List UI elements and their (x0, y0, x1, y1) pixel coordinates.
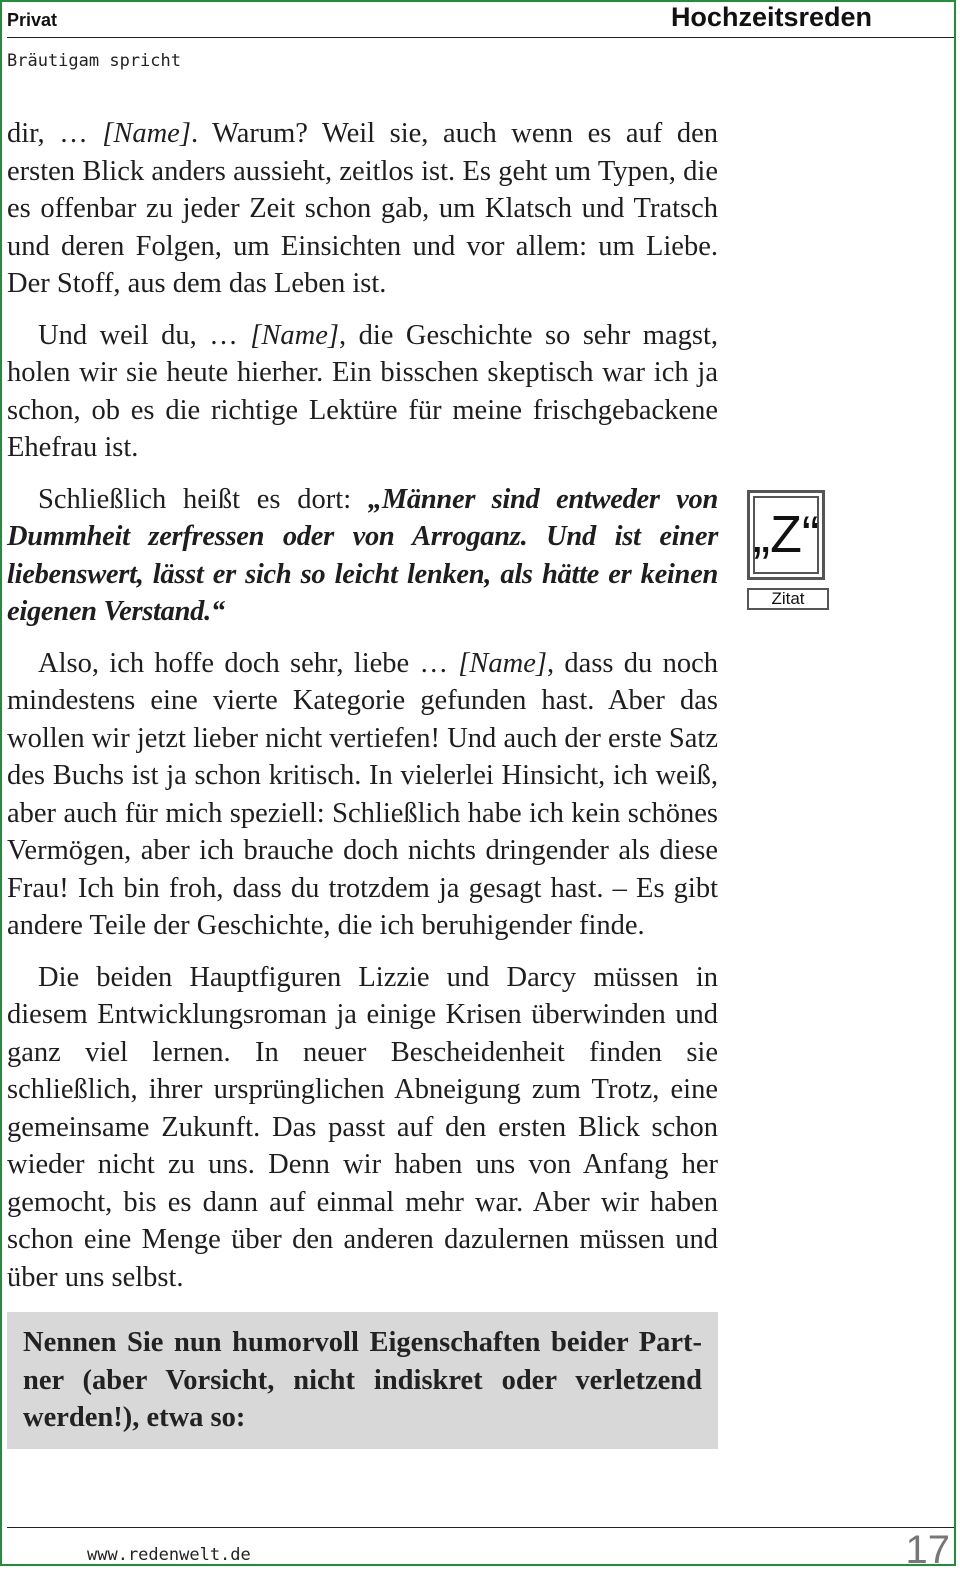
footer-url: www.redenwelt.de (87, 1545, 251, 1565)
name-placeholder: [Name] (250, 319, 339, 351)
paragraph-text: dir, … (7, 118, 103, 149)
paragraph-1 (7, 115, 718, 303)
paragraph-2 (7, 317, 718, 467)
paragraph-3 (7, 481, 718, 631)
name-placeholder: [Name] (102, 118, 191, 149)
paragraph-text: Und weil du, … (38, 319, 251, 351)
body-text (7, 115, 718, 1449)
footer-rule (7, 1527, 954, 1528)
header-rule (7, 37, 954, 38)
page-number: 17 (905, 1528, 950, 1572)
paragraph-text: Also, ich hoffe doch sehr, liebe … (38, 647, 459, 679)
paragraph-4 (7, 645, 718, 945)
paragraph-5: Die beiden Hauptfiguren Lizzie und Darcy müssen in diesem Entwicklungsroman ja einige Krisen überwinden und ganz viel lernen. In neuer Bescheidenheit finden sie schließlich, ihrer ursprünglichen Abneigung zum Trotz, eine gemeinsame Zukunft. Das passt auf den ersten Blick schon wieder nicht zu uns. Denn wir haben uns von Anfang her gemocht, bis es dann auf einmal mehr war. Aber wir haben schon eine Menge über den anderen dazulernen müssen und über uns selbst. (7, 961, 718, 1293)
header-category: Privat (7, 10, 58, 30)
section-subtitle: Bräutigam spricht (7, 51, 181, 71)
name-placeholder: [Name] (458, 647, 547, 679)
instruction-box: Nennen Sie nun humorvoll Eigenschaften beider Partner (aber Vorsicht, nicht indiskret oder verletzend werden!), etwa so: (7, 1312, 718, 1449)
header-title: Hochzeitsreden (670, 2, 872, 32)
paragraph-text: . Warum? Weil sie, auch wenn es auf den ersten Blick anders aussieht, zeitlos ist. Es geht um Typen, die es offenbar zu jeder Zeit schon gab, um Klatsch und Tratsch und deren Folgen, um Einsichten und vor allem: um Liebe. Der Stoff, aus dem das Leben ist. (7, 118, 718, 299)
paragraph-text: , dass du noch mindestens eine vierte Kategorie gefunden hast. Aber das wollen wir jetzt lieber nicht vertiefen! Und auch der erste Satz des Buchs ist ja schon kritisch. In vielerlei Hinsicht, ich weiß, aber auch für mich speziell: Schließlich habe ich kein schönes Vermögen, aber ich brauche doch nichts dringender als diese Frau! Ich bin froh, dass du trotzdem ja gesagt hast. – Es gibt andere Teile der Geschichte, die ich beruhigender finde. (7, 647, 719, 941)
paragraph-text: , die Geschichte so sehr magst, holen wir sie heute hierher. Ein bisschen skeptisch war ich ja schon, ob es die richtige Lektüre für meine frischgebackene Ehefrau ist. (7, 319, 719, 463)
paragraph-text: Schließlich heißt es dort: (38, 483, 368, 515)
quote-icon-inner: „Z“ (753, 496, 819, 574)
quotation: „Männer sind entweder von Dummheit zerfressen oder von Arroganz. Und ist einer liebenswert, lässt er sich so leicht lenken, als hätte er keinen eigenen Verstand.“ (7, 483, 718, 627)
quote-label: Zitat (747, 588, 829, 610)
quote-z-icon (747, 490, 825, 580)
